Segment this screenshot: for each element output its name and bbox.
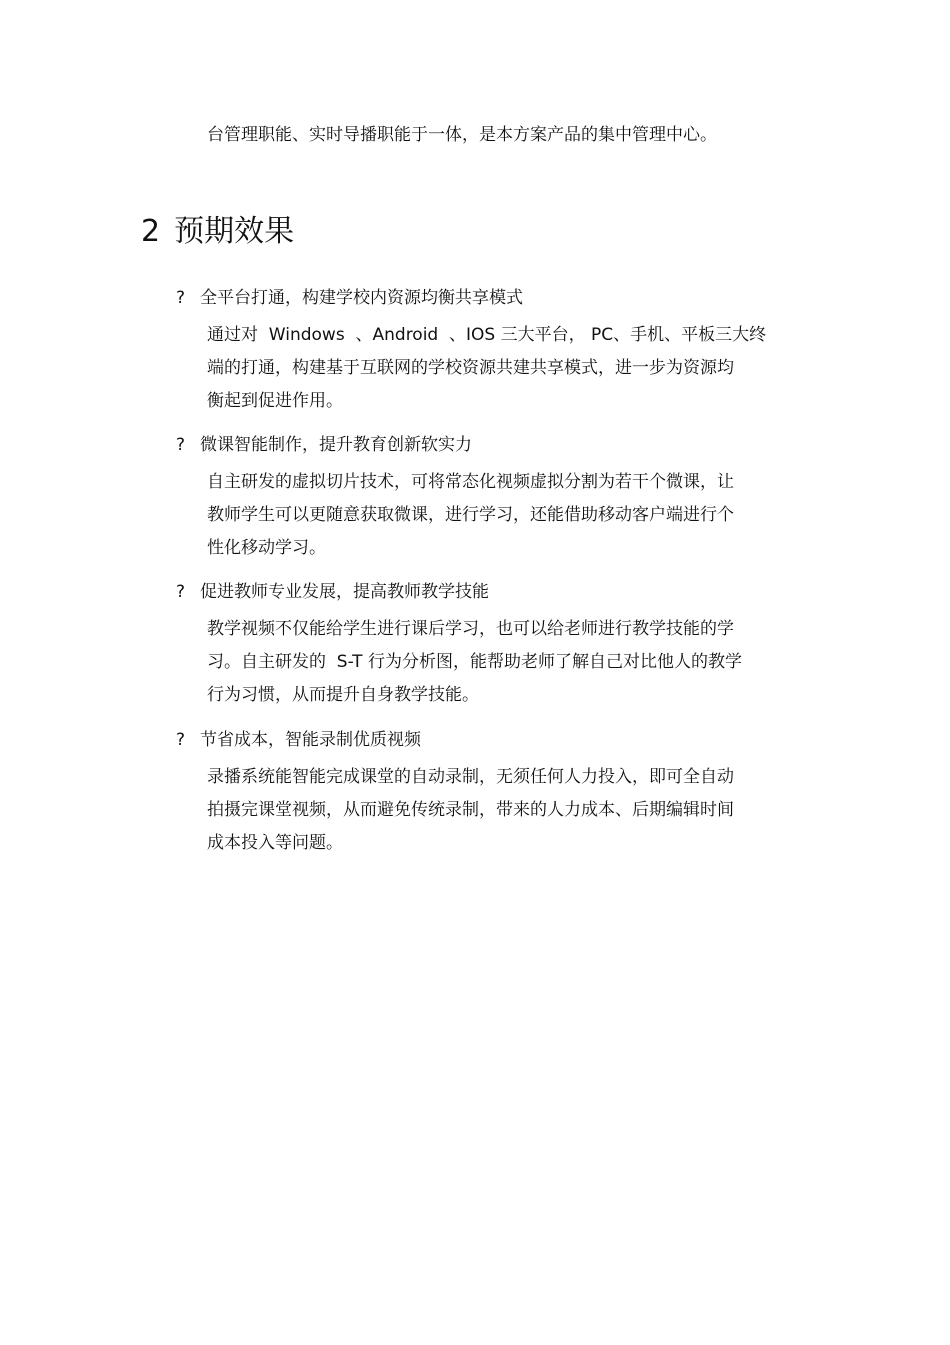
section-title: 预期效果	[174, 214, 295, 249]
list-item	[176, 580, 816, 712]
body-line: 录播系统能智能完成课堂的自动录制，无须任何人力投入，即可全自动	[207, 767, 734, 787]
section-heading	[141, 210, 294, 254]
body-line: 衡起到促进作用。	[207, 391, 343, 411]
list-item	[176, 728, 816, 860]
list-item-title	[176, 286, 816, 310]
body-line: 通过对 Windows 、Android 、IOS 三大平台， PC、手机、平板三大终	[207, 325, 767, 345]
body-line: 行为习惯，从而提升自身教学技能。	[207, 685, 479, 705]
list-item-title-text: 节省成本，智能录制优质视频	[200, 730, 421, 750]
list-item-body	[207, 466, 797, 565]
list-item-title-text: 微课智能制作，提升教育创新软实力	[200, 435, 472, 455]
list-item-title-text: 促进教师专业发展，提高教师教学技能	[200, 582, 489, 602]
body-line: 习。自主研发的 S-T 行为分析图，能帮助老师了解自己对比他人的教学	[207, 652, 742, 672]
list-item-title	[176, 580, 816, 604]
list-item-body	[207, 319, 797, 418]
body-line: 拍摄完课堂视频，从而避免传统录制，带来的人力成本、后期编辑时间	[207, 800, 734, 820]
bullet-marker: ?	[176, 730, 186, 750]
continuation-paragraph-line: 台管理职能、实时导播职能于一体，是本方案产品的集中管理中心。	[207, 125, 717, 145]
bullet-marker: ?	[176, 288, 186, 308]
body-line: 成本投入等问题。	[207, 833, 343, 853]
section-number: 2	[141, 214, 161, 249]
list-item-title	[176, 728, 816, 752]
bullet-marker: ?	[176, 435, 186, 455]
list-item-body	[207, 761, 797, 860]
list-item	[176, 286, 816, 418]
list-item-body	[207, 613, 797, 712]
body-line: 自主研发的虚拟切片技术，可将常态化视频虚拟分割为若干个微课，让	[207, 472, 734, 492]
body-line: 教学视频不仅能给学生进行课后学习，也可以给老师进行教学技能的学	[207, 619, 734, 639]
list-item-title-text: 全平台打通，构建学校内资源均衡共享模式	[200, 288, 523, 308]
list-item	[176, 433, 816, 565]
body-line: 教师学生可以更随意获取微课，进行学习，还能借助移动客户端进行个	[207, 505, 734, 525]
bullet-marker: ?	[176, 582, 186, 602]
body-line: 性化移动学习。	[207, 538, 326, 558]
body-line: 端的打通，构建基于互联网的学校资源共建共享模式，进一步为资源均	[207, 358, 734, 378]
list-item-title	[176, 433, 816, 457]
